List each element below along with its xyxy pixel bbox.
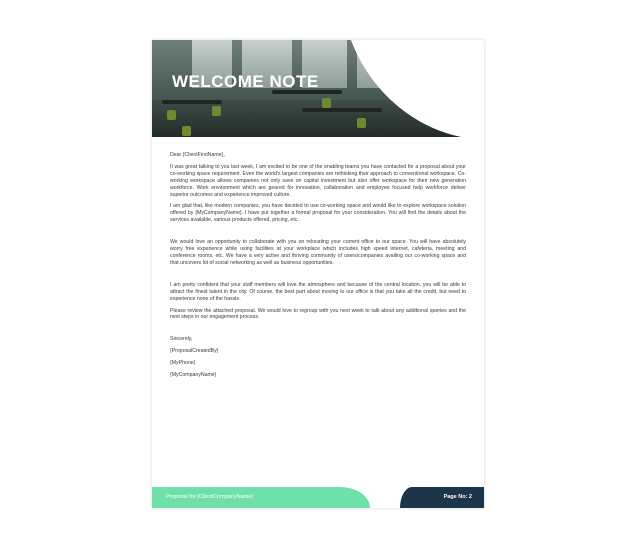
page-number: Page No: 2: [443, 494, 472, 500]
chair: [357, 118, 366, 128]
letter-body: [170, 152, 466, 384]
page-footer: [152, 487, 484, 508]
signature-block: [170, 336, 466, 379]
signature-company: {MyCompanyName}: [170, 372, 217, 379]
paragraph-1: It was great talking to you last week, I am excited to be one of the enabling teams you have contacted for a proposal about your co-working space requirement. Even the world's largest companies are rethinking their approach to conventional workspace. Co-working workspace allows companies not only save on capital investment but also offer workspace for their new generation workforce. Work environment which are geared for innovation, collaboration and employee focused help workforce deliver superior outcomes and experience improved culture.: [170, 163, 466, 198]
paragraph-4: I am pretty confident that your staff members will love the atmosphere and because of the central location, you will be able to attract the finest talent in the city. Of course, the best part about moving to our office is that you take all the credit, but need to experience none of the hassle.: [170, 281, 466, 302]
chair: [322, 98, 331, 108]
closing: Sincerely,: [170, 336, 193, 343]
table: [162, 100, 222, 104]
chair: [167, 110, 176, 120]
paragraph-5: Please review the attached proposal. We would love to regroup with you next week to talk about any additional queries and the next steps in our engagement process.: [170, 307, 466, 321]
paragraph-2: I am glad that, like modern companies, you have decided to use co-working space and would like to explore workspace solution offered by {MyCompanyName}. I have put together a formal proposal for your consideration. You will find the details about the services available, various products offered, pricing, etc.: [170, 203, 466, 224]
signature-phone: {MyPhone}: [170, 360, 196, 367]
table: [302, 108, 382, 112]
footer-proposal-text: Proposal for {ClientCompanyName}: [166, 494, 254, 500]
chair: [212, 106, 221, 116]
document-page: [152, 40, 484, 508]
chair: [182, 126, 191, 136]
salutation: Dear {ClientFirstName},: [170, 152, 225, 158]
paragraph-3: We would love an opportunity to collaborate with you on relocating your current office to our space. You will have absolutely worry free experience while using facilities at your workplace which includes high speed internet, cafeteria, meeting and conference rooms, etc. We have a very active and thriving community of users/companies availing our co-working space and that uncovers lot of social networking as well as business opportunities.: [170, 239, 466, 266]
page-title: WELCOME NOTE: [172, 72, 319, 91]
signature-created-by: {ProposalCreatedBy}: [170, 348, 219, 355]
header-banner-image: [152, 40, 484, 137]
footer-proposal-band: [152, 487, 370, 508]
footer-page-band: [400, 487, 484, 508]
